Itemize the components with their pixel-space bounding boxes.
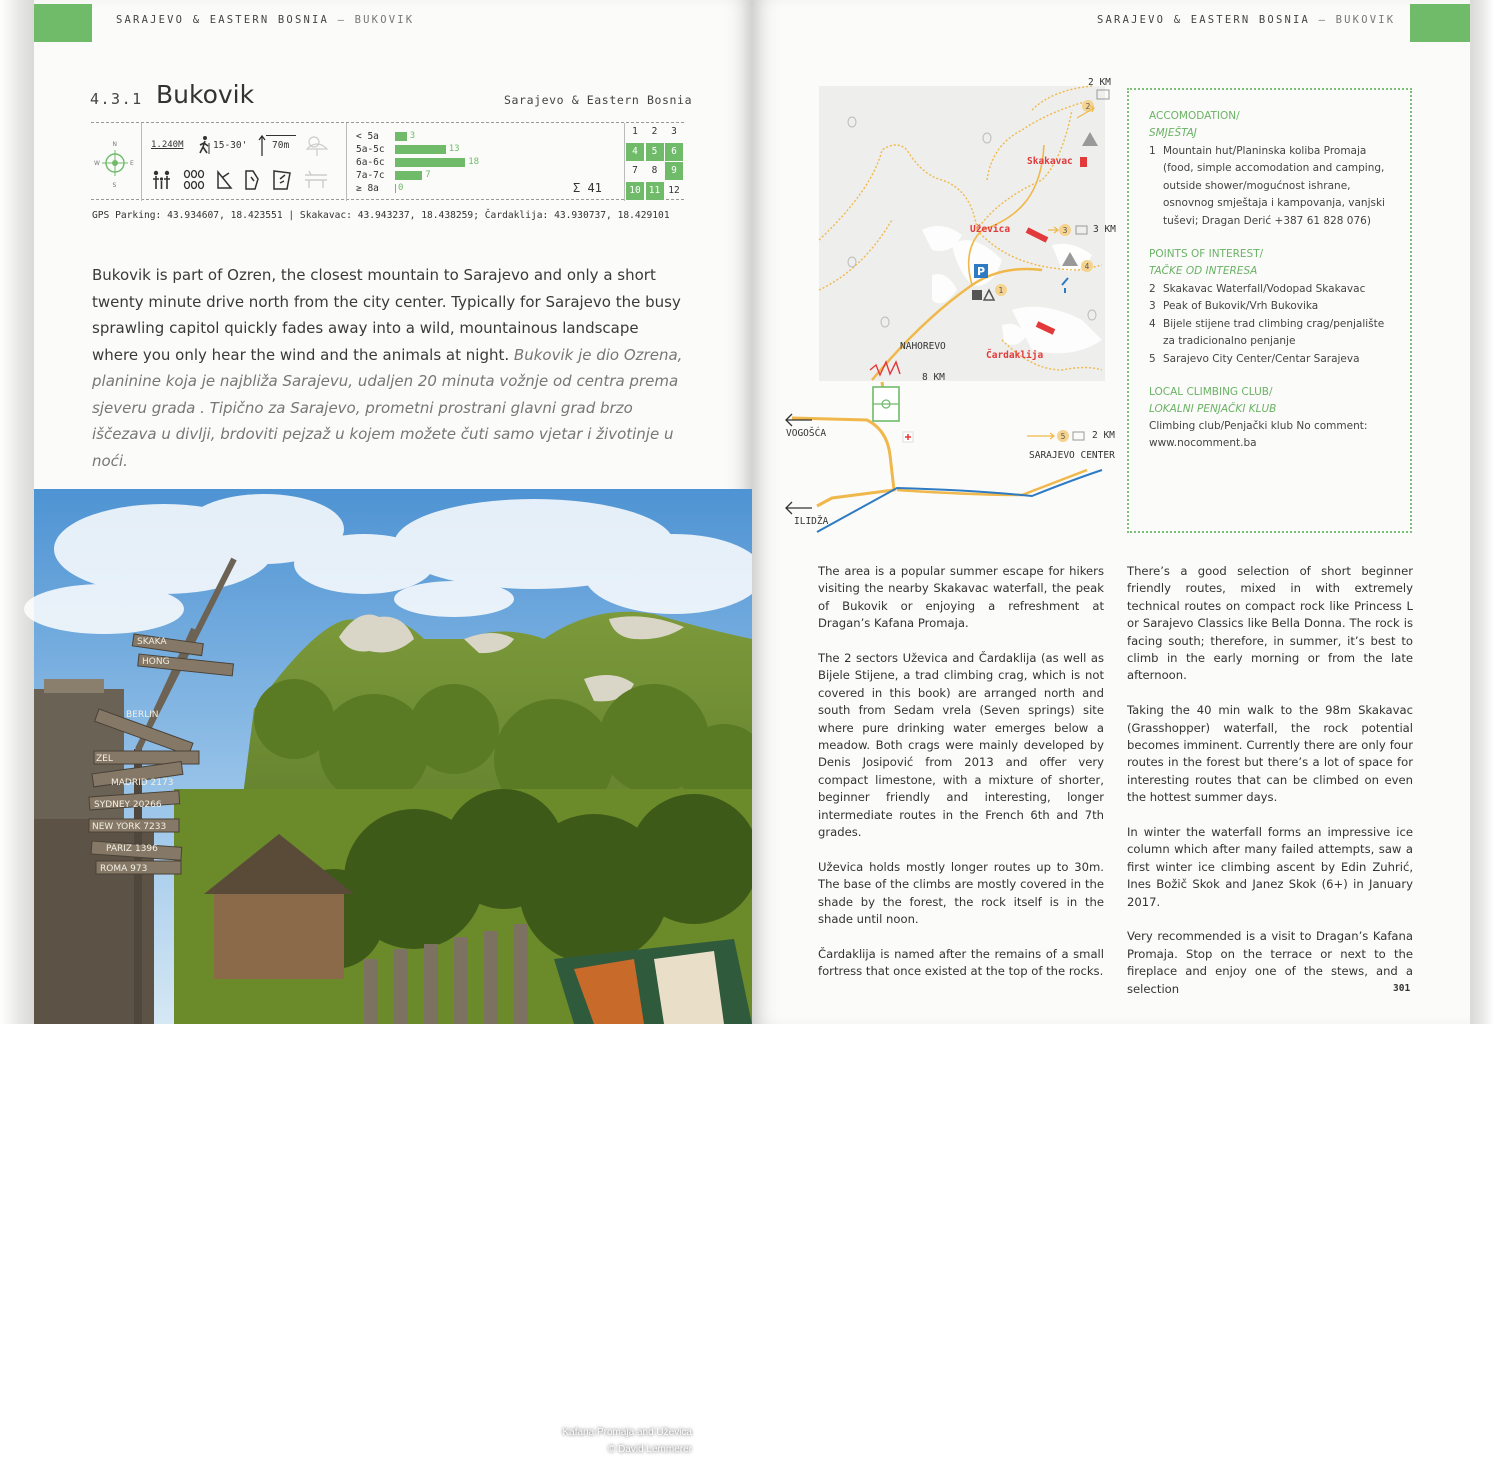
sign-7: NEW YORK 7233 bbox=[92, 822, 167, 832]
grade-label-3: 6a-6c bbox=[356, 157, 385, 168]
running-header-left bbox=[116, 14, 414, 26]
photo-caption bbox=[562, 1424, 692, 1458]
month-cell: 10 bbox=[626, 182, 644, 200]
sign-8: PARIZ 1396 bbox=[106, 844, 158, 854]
landscape-photo bbox=[34, 489, 752, 1455]
bench-icon bbox=[303, 171, 329, 189]
info-sidebar bbox=[1127, 88, 1412, 533]
compass-s: S bbox=[112, 182, 117, 189]
month-cell: 8 bbox=[651, 165, 658, 176]
grade-count: 7 bbox=[425, 170, 431, 180]
grade-bar bbox=[395, 132, 407, 141]
region-label: Sarajevo & Eastern Bosnia bbox=[504, 93, 693, 107]
height-value: 70m bbox=[272, 140, 290, 151]
map-label-cardaklija: Čardaklija bbox=[986, 350, 1044, 361]
accommodation-heading-bs: SMJEŠTAJ bbox=[1149, 127, 1197, 139]
gps-coordinates: GPS Parking: 43.934607, 18.423551 | Skakavac: 43.943237, 18.438259; Čardaklija: 43.930737, 18.429101 bbox=[92, 210, 670, 221]
list-item: 2 Skakavac Waterfall/Vodopad Skakavac bbox=[1149, 283, 1366, 296]
list-item: 4 Bijele stijene trad climbing crag/penjalište za tradicionalno penjanje bbox=[1149, 317, 1385, 348]
altitude-value: 1.240M bbox=[151, 140, 184, 150]
sign-1: SKAKA bbox=[137, 637, 167, 647]
running-header-right bbox=[1097, 14, 1395, 26]
compass-n: N bbox=[112, 141, 117, 148]
skakavac-marker bbox=[1080, 157, 1087, 167]
sign-2: HONG bbox=[142, 657, 170, 667]
accommodation-list bbox=[1149, 143, 1394, 230]
running-header-separator-right: – bbox=[1318, 14, 1328, 26]
compass-icon bbox=[93, 137, 137, 189]
grade-count: 13 bbox=[448, 144, 460, 154]
map-label-sarajevo-center: SARAJEVO CENTER bbox=[1029, 450, 1115, 461]
total-routes: Σ 41 bbox=[573, 181, 602, 195]
area-map bbox=[772, 70, 1122, 540]
sign-3: BERLIN bbox=[126, 710, 159, 720]
map-km-top: 2 KM bbox=[1088, 77, 1111, 88]
book-edge-left bbox=[0, 0, 34, 1024]
marker-3: 3 bbox=[1062, 226, 1068, 235]
photo-caption-credit: © David Lemmerer bbox=[607, 1444, 692, 1455]
family-icon bbox=[151, 169, 173, 191]
map-km-3: 3 KM bbox=[1093, 224, 1116, 235]
marker-1: 1 bbox=[998, 286, 1004, 295]
month-cell: 5 bbox=[646, 143, 664, 161]
grade-bar bbox=[395, 145, 446, 154]
month-cell: 1 bbox=[632, 126, 638, 137]
map-km-nahorevo: 8 KM bbox=[922, 372, 945, 383]
grade-bar bbox=[395, 171, 422, 180]
intro-text bbox=[92, 262, 686, 474]
left-page bbox=[34, 0, 752, 1455]
crag-info-box bbox=[91, 122, 684, 200]
sign-4: ZEL bbox=[96, 754, 113, 764]
running-header-separator: – bbox=[337, 14, 347, 26]
intro-english: Bukovik is part of Ozren, the closest mountain to Sarajevo and only a short twenty minute drive north from the city center. Typically for Sarajevo the busy sprawling capitol quickly fades away into a wild, mountainous landscape where you only hear the wind and the animals at night. bbox=[92, 266, 681, 364]
month-cell: 9 bbox=[665, 162, 683, 180]
section-tab-right bbox=[1410, 4, 1470, 42]
sign-5: MADRID 2173 bbox=[111, 778, 174, 788]
map-label-nahorevo: NAHOREVO bbox=[900, 341, 946, 352]
quickdraws-icon bbox=[183, 169, 205, 191]
page-number: 301 bbox=[1393, 983, 1411, 994]
body-column-1 bbox=[818, 563, 1104, 998]
poi-heading: POINTS OF INTEREST/ bbox=[1149, 248, 1264, 261]
rope-icon bbox=[215, 169, 235, 191]
month-cell: 6 bbox=[665, 143, 683, 161]
compass-w: W bbox=[94, 160, 100, 167]
month-cell: 4 bbox=[626, 143, 644, 161]
section-tab-left bbox=[34, 4, 92, 42]
paragraph: In winter the waterfall forms an impressive ice column which after many failed attempts, saw a first winter ice climbing ascent by Edin Zuhrić, Ines Božič Skok and Janez Skok (6+) in January 2017. bbox=[1127, 825, 1413, 909]
height-arrow-icon bbox=[257, 135, 267, 157]
month-cell: 7 bbox=[632, 165, 638, 176]
svg-text:P: P bbox=[977, 265, 986, 278]
page-title: Bukovik bbox=[156, 80, 255, 109]
paragraph: Uževica holds mostly longer routes up to 30m. The base of the climbs are mostly covered in the shade by the forest, the rock itself is in the shade until noon. bbox=[818, 859, 1104, 927]
body-column-2 bbox=[1127, 563, 1413, 1016]
intro-bosnian: Bukovik je dio Ozrena, planinine koja je najbliža Sarajevu, udaljen 20 minuta vožnje od centra prema sjeveru grada . Tipično za Sarajevo, prometni prostrani glavni grad brzo iščezava u divlji, brdoviti pejzaž u kojem možete čuti samo vjetar i životinje u noći. bbox=[92, 345, 683, 470]
paragraph: The area is a popular summer escape for hikers visiting the nearby Skakavac waterfall, the peak of Bukovik or enjoying a refreshment at Dragan’s Kafana Promaja. bbox=[818, 564, 1104, 631]
grade-count: 3 bbox=[409, 131, 416, 141]
paragraph: Taking the 40 min walk to the 98m Skakavac (Grasshopper) waterfall, the rock potential becomes imminent. Currently there are only four routes in the forest but there’s a lot of space for interesting routes that can be climbed on even the hottest summer days. bbox=[1127, 703, 1413, 805]
club-heading: LOCAL CLIMBING CLUB/ bbox=[1149, 386, 1273, 399]
month-cell: 3 bbox=[671, 126, 677, 137]
list-item: 5 Sarajevo City Center/Centar Sarajeva bbox=[1149, 352, 1360, 365]
approach-time: 15-30' bbox=[213, 140, 248, 151]
grade-count: 18 bbox=[468, 157, 480, 167]
sun-rain-icon bbox=[303, 131, 333, 157]
book-edge-right bbox=[1470, 0, 1494, 1024]
hiker-icon bbox=[196, 135, 212, 155]
club-heading-bs: LOKALNI PENJAČKI KLUB bbox=[1149, 403, 1277, 416]
paragraph: Very recommended is a visit to Dragan’s Kafana Promaja. Stop on the terrace or next to the fireplace and enjoy one of the stews, and a selection bbox=[1127, 929, 1413, 996]
marker-5: 5 bbox=[1060, 432, 1066, 441]
grade-bar bbox=[395, 184, 396, 193]
map-label-uzevica: Uževica bbox=[970, 224, 1011, 235]
running-header-region: SARAJEVO & EASTERN BOSNIA bbox=[116, 14, 330, 26]
map-label-ilidza: ILIDŽA bbox=[794, 516, 829, 527]
running-header-region-right: SARAJEVO & EASTERN BOSNIA bbox=[1097, 14, 1311, 26]
map-label-vogosca: VOGOŠĆA bbox=[786, 428, 827, 439]
running-header-area-right: BUKOVIK bbox=[1335, 14, 1396, 26]
poi-heading-bs: TAČKE OD INTERESA bbox=[1149, 265, 1258, 278]
right-page bbox=[752, 0, 1470, 1024]
slab-icon bbox=[243, 169, 263, 191]
paragraph: There’s a good selection of short beginner friendly routes, mixed in with extremely technical routes on compact rock like Princess L or Sarajevo Classics like Bella Donna. The rock is facing south; therefore, in summer, it’s best to climb in the early morning or from the late afternoon. bbox=[1127, 564, 1413, 683]
sign-6: SYDNEY 20266 bbox=[94, 800, 162, 810]
club-text: Climbing club/Penjački klub No comment: www.nocomment.ba bbox=[1149, 420, 1368, 450]
overhang-icon bbox=[271, 169, 293, 191]
grade-count: 0 bbox=[398, 183, 404, 193]
paragraph: Čardaklija is named after the remains of a small fortress that once existed at the top of the rocks. bbox=[818, 946, 1104, 979]
list-item: 3 Peak of Bukovik/Vrh Bukovika bbox=[1149, 300, 1319, 313]
grade-label-2: 5a-5c bbox=[356, 144, 385, 155]
poi-list bbox=[1149, 281, 1394, 368]
accommodation-heading: ACCOMODATION/ bbox=[1149, 110, 1240, 122]
photo-caption-title: Kafana Promaja and Uževica bbox=[562, 1427, 692, 1438]
sign-9: ROMA 973 bbox=[100, 864, 148, 874]
grade-bar bbox=[395, 158, 465, 167]
month-cell: 12 bbox=[668, 184, 680, 196]
list-item: 1 Mountain hut/Planinska koliba Promaja (food, simple accomodation and camping, outside shower/mogućnost ishrane, osnovnog smještaja i kampovanja, vanjski tuševi; Dragan Derić +387 61 828 076) bbox=[1149, 145, 1385, 227]
marker-2: 2 bbox=[1085, 102, 1091, 111]
month-cell: 11 bbox=[646, 182, 664, 200]
grade-label-5: ≥ 8a bbox=[356, 183, 379, 194]
section-number: 4.3.1 bbox=[90, 90, 143, 108]
month-cell: 2 bbox=[651, 126, 658, 137]
marker-4: 4 bbox=[1084, 262, 1090, 271]
paragraph: The 2 sectors Uževica and Čardaklija (as well as Bijele Stijene, a trad climbing crag, which is not covered in this book) are arranged north and south from Sedam vrela (Seven springs) site where pure drinking water emerges below a meadow. Both crags were mainly developed by Denis Josipović from 2013 and offer very compact limestone, with a mixture of shorter, beginner friendly and interesting, longer intermediate routes in the French 6th and 7th grades. bbox=[818, 651, 1104, 840]
grade-label-4: 7a-7c bbox=[356, 170, 385, 181]
running-header-area: BUKOVIK bbox=[354, 14, 415, 26]
map-label-skakavac: Skakavac bbox=[1027, 156, 1073, 167]
map-km-sarajevo: 2 KM bbox=[1092, 430, 1115, 441]
grade-label-1: < 5a bbox=[356, 131, 379, 142]
compass-e: E bbox=[130, 160, 134, 167]
